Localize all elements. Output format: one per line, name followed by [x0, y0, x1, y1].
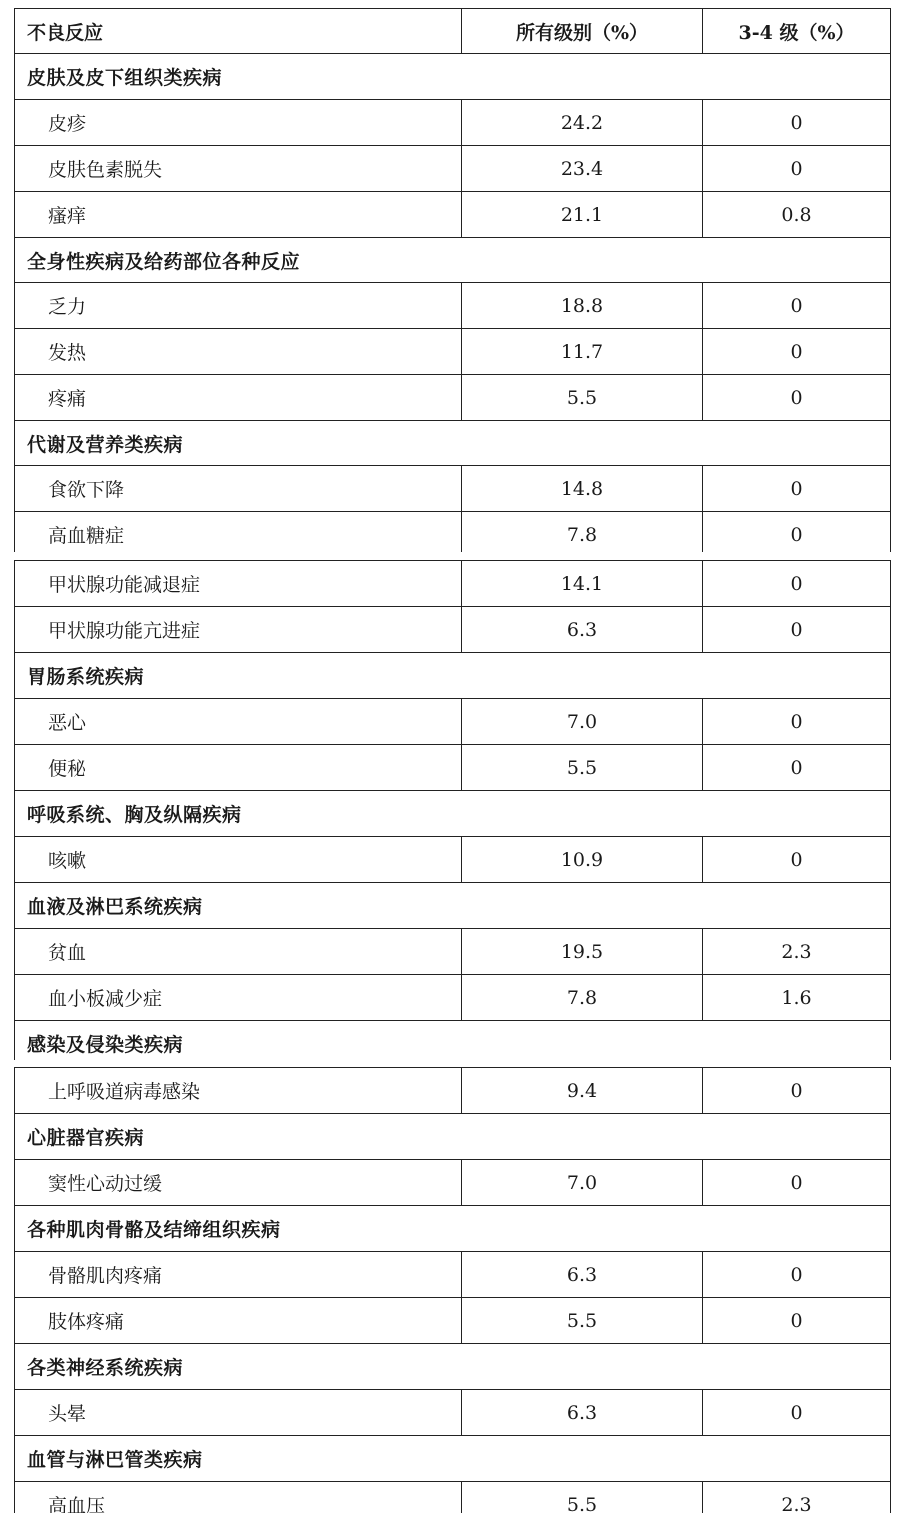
section-label: 胃肠系统疾病: [15, 653, 891, 699]
section-row: [15, 1021, 891, 1061]
reaction-name: 骨骼肌肉疼痛: [15, 1252, 462, 1298]
table-row: [15, 607, 891, 653]
reaction-name: 食欲下降: [15, 466, 462, 512]
all-grades-value: 14.1: [462, 561, 703, 607]
grade-3-4-value: 0: [703, 837, 891, 883]
all-grades-value: 6.3: [462, 607, 703, 653]
table-row: [15, 1252, 891, 1298]
reaction-name: 上呼吸道病毒感染: [15, 1068, 462, 1114]
table-row: [15, 192, 891, 238]
grade-3-4-value: 0: [703, 375, 891, 421]
table-row: [15, 975, 891, 1021]
section-label: 呼吸系统、胸及纵隔疾病: [15, 791, 891, 837]
reaction-name: 肢体疼痛: [15, 1298, 462, 1344]
table-row: [15, 1482, 891, 1513]
grade-3-4-value: 0: [703, 283, 891, 329]
section-row: [15, 1344, 891, 1390]
table-row: [15, 699, 891, 745]
header-all-grades: 所有级别（%）: [462, 9, 703, 54]
table-row: [15, 146, 891, 192]
grade-3-4-value: 0: [703, 1298, 891, 1344]
grade-3-4-value: 1.6: [703, 975, 891, 1021]
table-row: [15, 466, 891, 512]
section-row: [15, 1114, 891, 1160]
all-grades-value: 10.9: [462, 837, 703, 883]
all-grades-value: 7.0: [462, 1160, 703, 1206]
grade-3-4-value: 0: [703, 512, 891, 553]
all-grades-value: 24.2: [462, 100, 703, 146]
section-row: [15, 791, 891, 837]
grade-3-4-value: 0: [703, 1252, 891, 1298]
table-row: [15, 100, 891, 146]
grade-3-4-value: 2.3: [703, 929, 891, 975]
table-row: [15, 929, 891, 975]
table-row: [15, 1068, 891, 1114]
section-row: [15, 1436, 891, 1482]
section-label: 各类神经系统疾病: [15, 1344, 891, 1390]
section-row: [15, 54, 891, 100]
table-segment-1: [0, 0, 915, 552]
adverse-reaction-table-part-3: [14, 1067, 891, 1513]
grade-3-4-value: 0: [703, 329, 891, 375]
grade-3-4-value: 0.8: [703, 192, 891, 238]
header-grade-3-4: 3-4 级（%）: [703, 9, 891, 54]
grade-3-4-value: 0: [703, 607, 891, 653]
reaction-name: 甲状腺功能减退症: [15, 561, 462, 607]
all-grades-value: 11.7: [462, 329, 703, 375]
reaction-name: 甲状腺功能亢进症: [15, 607, 462, 653]
grade-3-4-value: 0: [703, 466, 891, 512]
all-grades-value: 7.0: [462, 699, 703, 745]
section-label: 代谢及营养类疾病: [15, 421, 891, 466]
reaction-name: 高血糖症: [15, 512, 462, 553]
section-label: 感染及侵染类疾病: [15, 1021, 891, 1061]
section-row: [15, 421, 891, 466]
grade-3-4-value: 0: [703, 100, 891, 146]
all-grades-value: 5.5: [462, 1298, 703, 1344]
all-grades-value: 19.5: [462, 929, 703, 975]
table-row: [15, 837, 891, 883]
table-row: [15, 283, 891, 329]
adverse-reaction-table-part-2: [14, 560, 891, 1060]
section-label: 全身性疾病及给药部位各种反应: [15, 238, 891, 283]
grade-3-4-value: 0: [703, 699, 891, 745]
section-row: [15, 653, 891, 699]
section-label: 血液及淋巴系统疾病: [15, 883, 891, 929]
reaction-name: 头晕: [15, 1390, 462, 1436]
all-grades-value: 21.1: [462, 192, 703, 238]
section-label: 血管与淋巴管类疾病: [15, 1436, 891, 1482]
reaction-name: 疼痛: [15, 375, 462, 421]
section-row: [15, 1206, 891, 1252]
table-row: [15, 1298, 891, 1344]
table-row: [15, 1160, 891, 1206]
all-grades-value: 7.8: [462, 512, 703, 553]
grade-3-4-value: 0: [703, 1160, 891, 1206]
reaction-name: 便秘: [15, 745, 462, 791]
section-row: [15, 883, 891, 929]
grade-3-4-value: 2.3: [703, 1482, 891, 1513]
section-row: [15, 238, 891, 283]
adverse-reaction-table-part-1: [14, 8, 891, 552]
table-row: [15, 375, 891, 421]
reaction-name: 发热: [15, 329, 462, 375]
reaction-name: 恶心: [15, 699, 462, 745]
reaction-name: 乏力: [15, 283, 462, 329]
all-grades-value: 23.4: [462, 146, 703, 192]
table-header-row: [15, 9, 891, 54]
all-grades-value: 14.8: [462, 466, 703, 512]
all-grades-value: 18.8: [462, 283, 703, 329]
reaction-name: 皮疹: [15, 100, 462, 146]
section-label: 心脏器官疾病: [15, 1114, 891, 1160]
reaction-name: 瘙痒: [15, 192, 462, 238]
all-grades-value: 6.3: [462, 1252, 703, 1298]
grade-3-4-value: 0: [703, 745, 891, 791]
reaction-name: 血小板减少症: [15, 975, 462, 1021]
all-grades-value: 6.3: [462, 1390, 703, 1436]
all-grades-value: 5.5: [462, 745, 703, 791]
header-adverse-reaction: 不良反应: [15, 9, 462, 54]
table-row: [15, 512, 891, 553]
table-segment-3: [0, 1067, 915, 1513]
reaction-name: 高血压: [15, 1482, 462, 1513]
all-grades-value: 7.8: [462, 975, 703, 1021]
table-row: [15, 329, 891, 375]
all-grades-value: 5.5: [462, 1482, 703, 1513]
section-label: 各种肌肉骨骼及结缔组织疾病: [15, 1206, 891, 1252]
grade-3-4-value: 0: [703, 1390, 891, 1436]
table-row: [15, 561, 891, 607]
all-grades-value: 9.4: [462, 1068, 703, 1114]
all-grades-value: 5.5: [462, 375, 703, 421]
reaction-name: 窦性心动过缓: [15, 1160, 462, 1206]
table-segment-2: [0, 560, 915, 1060]
grade-3-4-value: 0: [703, 146, 891, 192]
reaction-name: 皮肤色素脱失: [15, 146, 462, 192]
grade-3-4-value: 0: [703, 561, 891, 607]
table-row: [15, 1390, 891, 1436]
reaction-name: 咳嗽: [15, 837, 462, 883]
section-label: 皮肤及皮下组织类疾病: [15, 54, 891, 100]
grade-3-4-value: 0: [703, 1068, 891, 1114]
table-row: [15, 745, 891, 791]
reaction-name: 贫血: [15, 929, 462, 975]
